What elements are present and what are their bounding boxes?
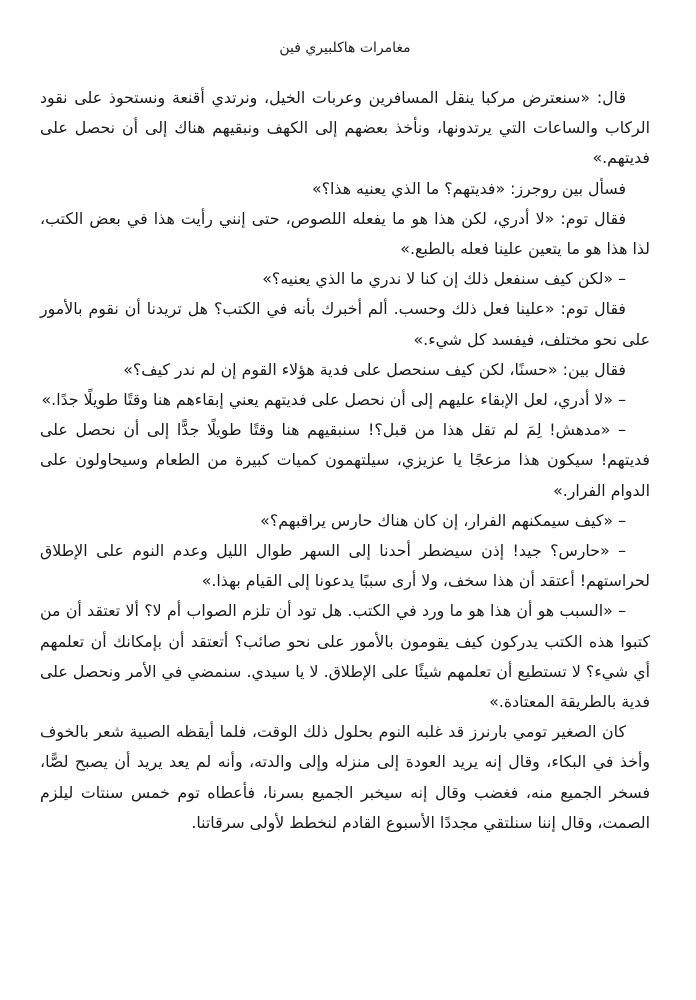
running-header-title: مغامرات هاكلبيري فين <box>279 40 411 56</box>
paragraph: فقال توم: «لا أدري، لكن هذا هو ما يفعله اللصوص، حتى إنني رأيت هذا في بعض الكتب، لذا هذا هو ما يتعين علينا فعله بالطبع.» <box>40 208 650 259</box>
paragraph: – «كيف سيمكنهم الفرار، إن كان هناك حارس يراقبهم؟» <box>260 510 626 530</box>
paragraph: – «لكن كيف سنفعل ذلك إن كنا لا ندري ما الذي يعنيه؟» <box>262 269 626 289</box>
paragraph: قال: «سنعترض مركبا ينقل المسافرين وعربات الخيل، ونرتدي أقنعة ونستحوذ على نقود الركاب والساعات التي يرتدونها، ونأخذ بعضهم إلى الكهف ونبقيهم هناك إلى أن نحصل على فديتهم.» <box>40 88 650 168</box>
paragraph: – «مدهش! لِمَ لم تقل هذا من قبل؟! سنبقيهم هنا وقتًا طويلًا جدًّا إلى أن نحصل على فديتهم! سيكون هذا مزعجًا يا عزيزي، سيلتهمون كميات كبيرة من الطعام وسيحاولون على الدوام الفرار.» <box>40 420 650 500</box>
paragraph: – «لا أدري، لعل الإبقاء عليهم إلى أن نحصل على فديتهم يعني إبقاءهم هنا وقتًا طويلًا جدًا.» <box>41 390 626 410</box>
body-text <box>40 83 650 838</box>
paragraph: – «السبب هو أن هذا هو ما ورد في الكتب. هل تود أن تلزم الصواب أم لا؟ ألا تعتقد أن من كتبوا هذه الكتب يدركون كيف يقومون بالأمور على نحو صائب؟ أتعتقد أن بإمكانك أن تعلمهم أي شيء؟ لا تستطيع أن تعلمهم شيئًا على الإطلاق. لا يا سيدي. سنمضي في الأمر ونحصل على فدية بالطريقة المعتادة.» <box>40 601 650 712</box>
paragraph: كان الصغير تومي بارنرز قد غلبه النوم بحلول ذلك الوقت، فلما أيقظه الصبية شعر بالخوف وأخذ في البكاء، وقال إنه يريد العودة إلى منزله وإلى والدته، وأنه لم يعد يريد أن يصبح لصًّا، فسخر الجميع منه، فغضب وقال إنه سيخبر الجميع بسرنا، فأعطاه توم خمس سنتات ليلزم الصمت، وقال إننا سنلتقي مجددًا الأسبوع القادم لنخطط لأولى سرقاتنا. <box>40 722 650 832</box>
paragraph: فقال بين: «حسنًا، لكن كيف سنحصل على فدية هؤلاء القوم إن لم ندر كيف؟» <box>123 359 626 379</box>
paragraph: فسأل بين روجرز: «فديتهم؟ ما الذي يعنيه هذا؟» <box>311 178 626 198</box>
paragraph: فقال توم: «علينا فعل ذلك وحسب. ألم أخبرك بأنه في الكتب؟ هل تريدنا أن نقوم بالأمور على نحو مختلف، فيفسد كل شيء.» <box>40 299 650 349</box>
paragraph: – «حارس؟ جيد! إذن سيضطر أحدنا إلى السهر طوال الليل وعدم النوم على الإطلاق لحراستهم! أعتقد أن هذا سخف، ولا أرى سببًا يدعونا إلى القيام بهذا.» <box>40 541 650 591</box>
